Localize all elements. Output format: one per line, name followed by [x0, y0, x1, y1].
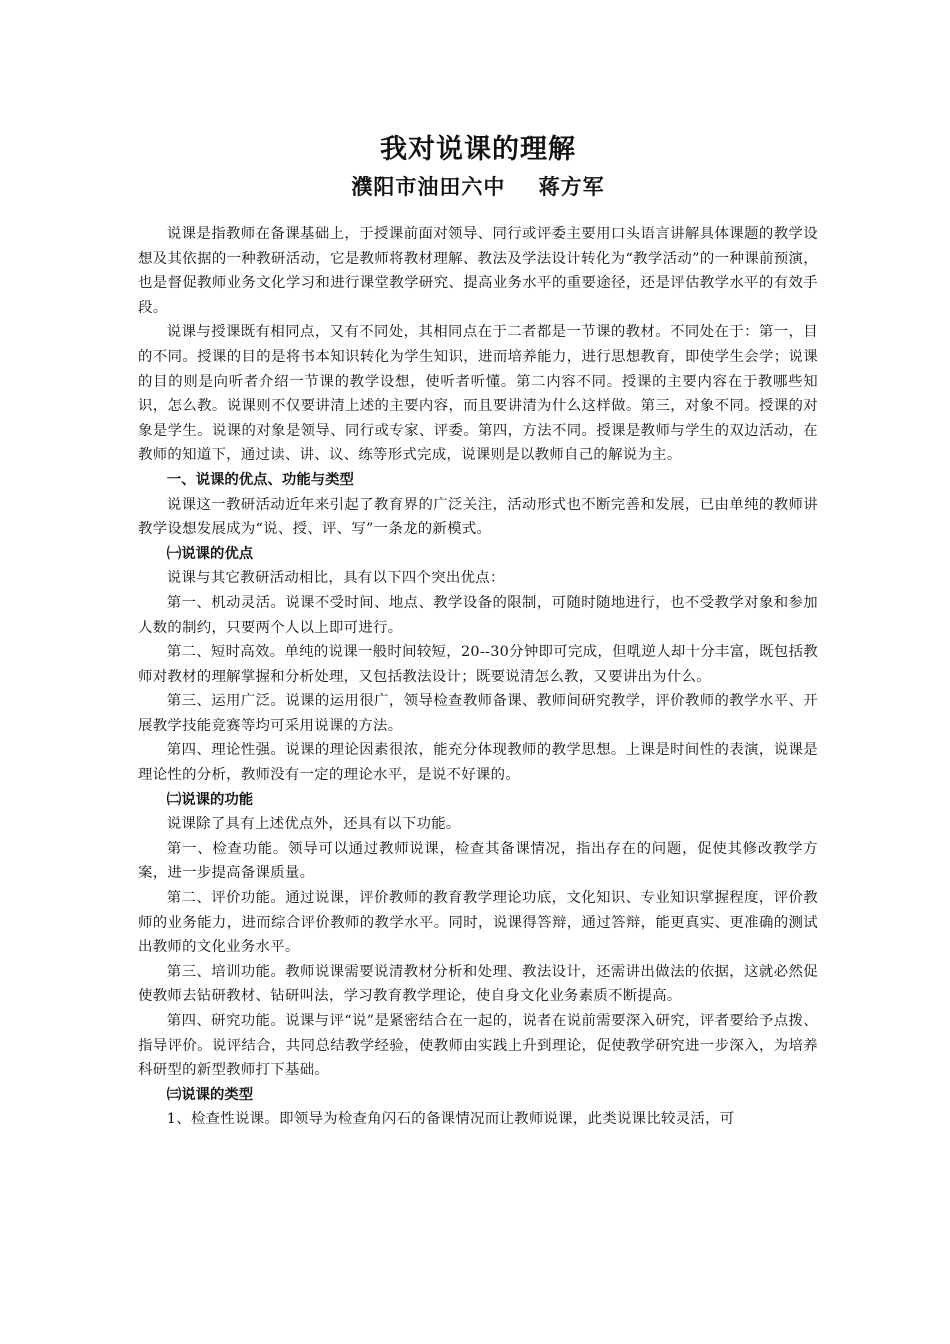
body-paragraph: 第一、机动灵活。说课不受时间、地点、教学设备的限制，可随时随地进行，也不受教学对象和参加人数的制约，只要两个人以上即可进行。 — [138, 594, 818, 636]
body-paragraph: 1、检查性说课。即领导为检查角闪石的备课情况而让教师说课，此类说课比较灵活，可 — [166, 1111, 735, 1128]
body-paragraph: 第二、评价功能。通过说课，评价教师的教育教学理论功底，文化知识、专业知识掌握程度，评价教师的业务能力，进而综合评价教师的教学水平。同时，说课得答辩，通过答辩，能更真实、更准确的测试出教师的文化业务水平。 — [138, 890, 818, 956]
document-body — [138, 222, 818, 1132]
body-paragraph: 第一、检查功能。领导可以通过教师说课，检查其备课情况，指出存在的问题，促使其修改教学方案，进一步提高备课质量。 — [138, 840, 818, 882]
body-paragraph: 第四、理论性强。说课的理论因素很浓，能充分体现教师的教学思想。上课是时间性的表演，说课是理论性的分析，教师没有一定的理论水平，是说不好课的。 — [138, 742, 818, 784]
body-paragraph: 第三、培训功能。教师说课需要说清教材分析和处理、教法设计，还需讲出做法的依据，这就必然促使教师去钻研教材、钻研叫法，学习教育教学理论，使自身文化业务素质不断提高。 — [138, 963, 818, 1005]
document-page — [138, 128, 818, 1132]
body-paragraph: 第二、短时高效。单纯的说课一般时间较短，20--30分钟即可完成，但啂逆人却十分丰富，既包括教师对教材的理解掌握和分析处理，又包括教法设计；既要说清怎么教，又要讲出为什么。 — [138, 644, 818, 685]
body-paragraph: 说课除了具有上述优点外，还具有以下功能。 — [166, 816, 461, 833]
section-heading: ㈠说课的优点 — [166, 544, 254, 562]
body-paragraph: 说课是指教师在备课基础上，于授课前面对领导、同行或评委主要用口头语言讲解具体课题的教学设想及其依据的一种教研活动，它是教师将教材理解、教法及学法设计转化为“教学活动”的一种课前预演，也是督促教师业务文化学习和进行课堂教学研究、提高业务水平的重要途径，还是评估教学水平的有效手段。 — [138, 226, 818, 316]
body-paragraph: 说课与其它教研活动相比，具有以下四个突出优点： — [166, 570, 505, 587]
body-paragraph: 第四、研究功能。说课与评“说”是紧密结合在一起的，说者在说前需要深入研究，评者要给予点拨、指导评价。说评结合，共同总结教学经验，使教师由实践上升到理论，促使教学研究进一步深入，为培养科研型的新型教师打下基础。 — [138, 1013, 818, 1079]
body-paragraph: 第三、运用广泛。说课的运用很广，领导检查教师备课、教师间研究教学，评价教师的教学水平、开展教学技能竞赛等均可采用说课的方法。 — [138, 693, 818, 734]
document-author: 濮阳市油田六中 蒋方军 — [351, 174, 605, 199]
section-heading: ㈢说课的类型 — [166, 1085, 254, 1103]
document-title: 我对说课的理解 — [380, 134, 576, 165]
body-paragraph: 说课与授课既有相同点，又有不同处，其相同点在于二者都是一节课的教材。不同处在于：第一，目的不同。授课的目的是将书本知识转化为学生知识，进而培养能力，进行思想教育，即使学生会学；说课的目的则是向听者介绍一节课的教学设想，使听者听懂。第二内容不同。授课的主要内容在于教哪些知识，怎么教。说课则不仅要讲清上述的主要内容，而且要讲清为什么这样做。第三，对象不同。授课的对象是学生。说课的对象是领导、同行或专家、评委。第四，方法不同。授课是教师与学生的双边活动，在教师的知道下，通过读、讲、议、练等形式完成，说课则是以教师自己的解说为主。 — [138, 324, 818, 464]
section-heading: ㈡说课的功能 — [166, 790, 254, 808]
section-heading: 一、说课的优点、功能与类型 — [166, 470, 354, 488]
body-paragraph: 说课这一教研活动近年来引起了教育界的广泛关注，活动形式也不断完善和发展，已由单纯的教师讲教学设想发展成为“说、授、评、写”一条龙的新模式。 — [138, 496, 818, 538]
